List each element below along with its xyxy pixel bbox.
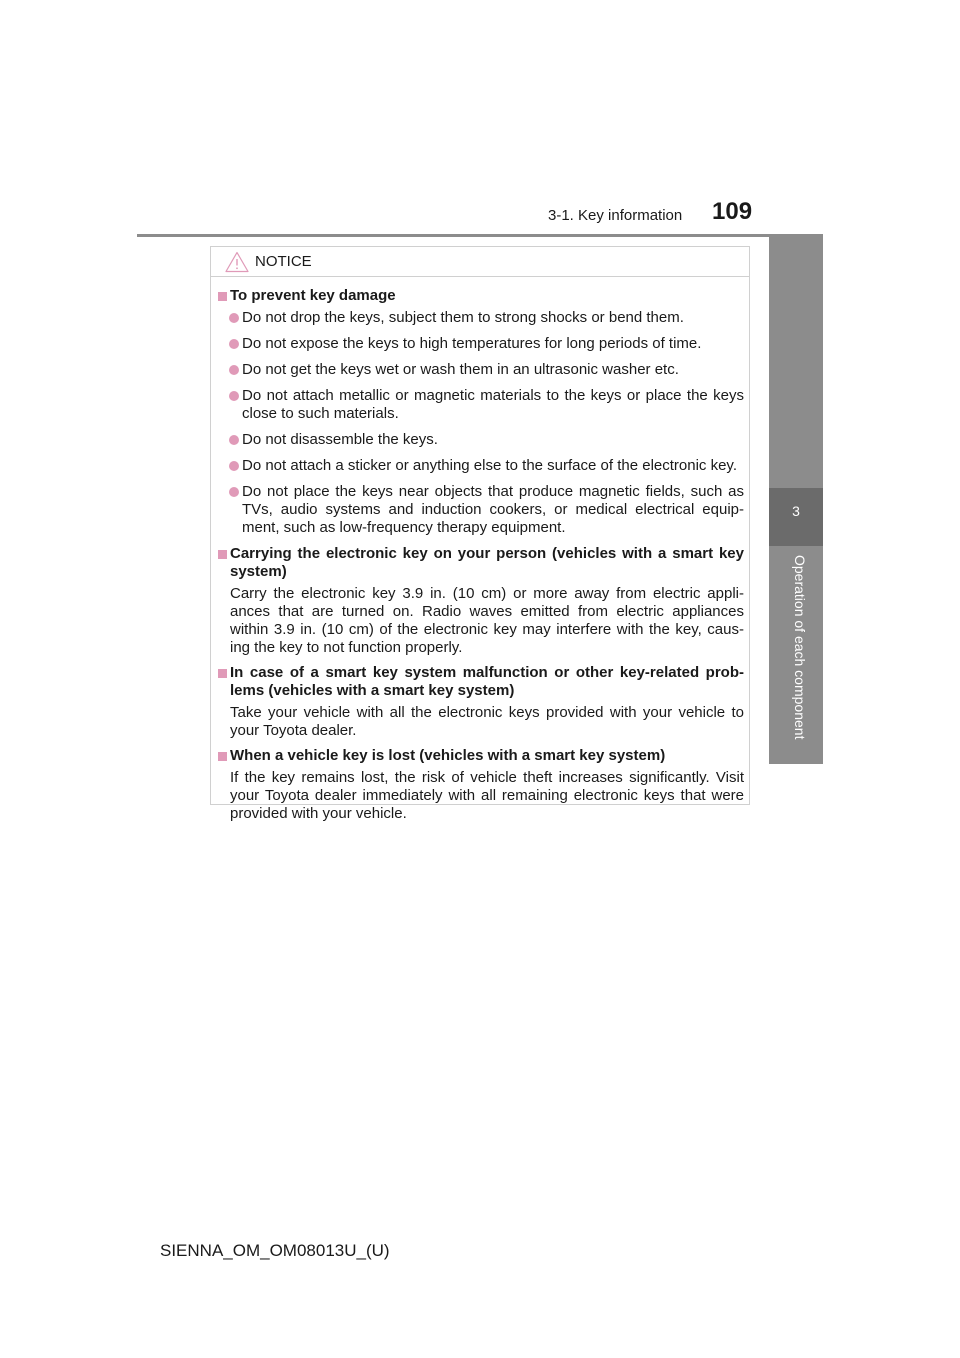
section-title: In case of a smart key system malfunction or other key-related prob-lems (vehicles with a smart key system) — [230, 664, 744, 699]
round-bullet-icon — [229, 435, 239, 445]
round-bullet-icon — [229, 313, 239, 323]
square-bullet-icon — [218, 752, 227, 761]
notice-body — [218, 287, 744, 830]
square-bullet-icon — [218, 550, 227, 559]
list-item-text: Do not disassemble the keys. — [242, 431, 438, 448]
notice-box — [210, 246, 750, 822]
section-title: To prevent key damage — [230, 287, 396, 304]
round-bullet-icon — [229, 365, 239, 375]
list-item — [218, 361, 744, 379]
round-bullet-icon — [229, 339, 239, 349]
list-item — [218, 483, 744, 537]
round-bullet-icon — [229, 391, 239, 401]
section-title: Carrying the electronic key on your person (vehicles with a smart key system) — [230, 545, 744, 580]
header-rule — [137, 234, 823, 237]
list-item — [218, 431, 744, 449]
section-header: 3-1. Key information — [548, 207, 683, 224]
notice-section-carrying-key — [218, 545, 744, 657]
square-bullet-icon — [218, 669, 227, 678]
page-number: 109 — [712, 198, 753, 225]
list-item-text: Do not drop the keys, subject them to strong shocks or bend them. — [242, 309, 684, 326]
list-item — [218, 387, 744, 423]
square-bullet-icon — [218, 292, 227, 301]
section-title: When a vehicle key is lost (vehicles with a smart key system) — [230, 747, 666, 764]
bullet-list — [218, 309, 744, 537]
list-item-text: Do not attach a sticker or anything else to the surface of the electronic key. — [242, 457, 737, 474]
notice-section-malfunction — [218, 664, 744, 740]
list-item-text: Do not place the keys near objects that produce magnetic fields, such as TVs, audio systems and induction cookers, or medical electrical equip-ment, such as low-frequency therapy equipment. — [242, 483, 744, 536]
chapter-label: Operation of each component — [792, 555, 808, 740]
section-text: Carry the electronic key 3.9 in. (10 cm) or more away from electric appli-ances that are turned on. Radio waves emitted from electric appliances within 3.9 in. (10 cm) of the electronic key may interfere with the key, caus-ing the key to not function properly. — [230, 585, 744, 656]
section-text: Take your vehicle with all the electronic keys provided with your vehicle to your Toyota dealer. — [230, 704, 744, 739]
list-item-text: Do not attach metallic or magnetic materials to the keys or place the keys close to such materials. — [242, 387, 744, 422]
section-text: If the key remains lost, the risk of vehicle theft increases significantly. Visit your Toyota dealer immediately with all remaining electronic keys that were provided with your vehicle. — [230, 769, 744, 822]
list-item — [218, 335, 744, 353]
list-item — [218, 309, 744, 327]
list-item-text: Do not get the keys wet or wash them in an ultrasonic washer etc. — [242, 361, 679, 378]
list-item — [218, 457, 744, 475]
notice-section-key-lost — [218, 747, 744, 823]
chapter-number: 3 — [792, 503, 800, 519]
notice-title: NOTICE — [255, 253, 312, 270]
notice-header — [211, 247, 749, 277]
round-bullet-icon — [229, 461, 239, 471]
round-bullet-icon — [229, 487, 239, 497]
notice-section-key-damage — [218, 287, 744, 537]
warning-triangle-icon — [225, 251, 249, 273]
list-item-text: Do not expose the keys to high temperatures for long periods of time. — [242, 335, 702, 352]
document-id: SIENNA_OM_OM08013U_(U) — [160, 1241, 390, 1260]
